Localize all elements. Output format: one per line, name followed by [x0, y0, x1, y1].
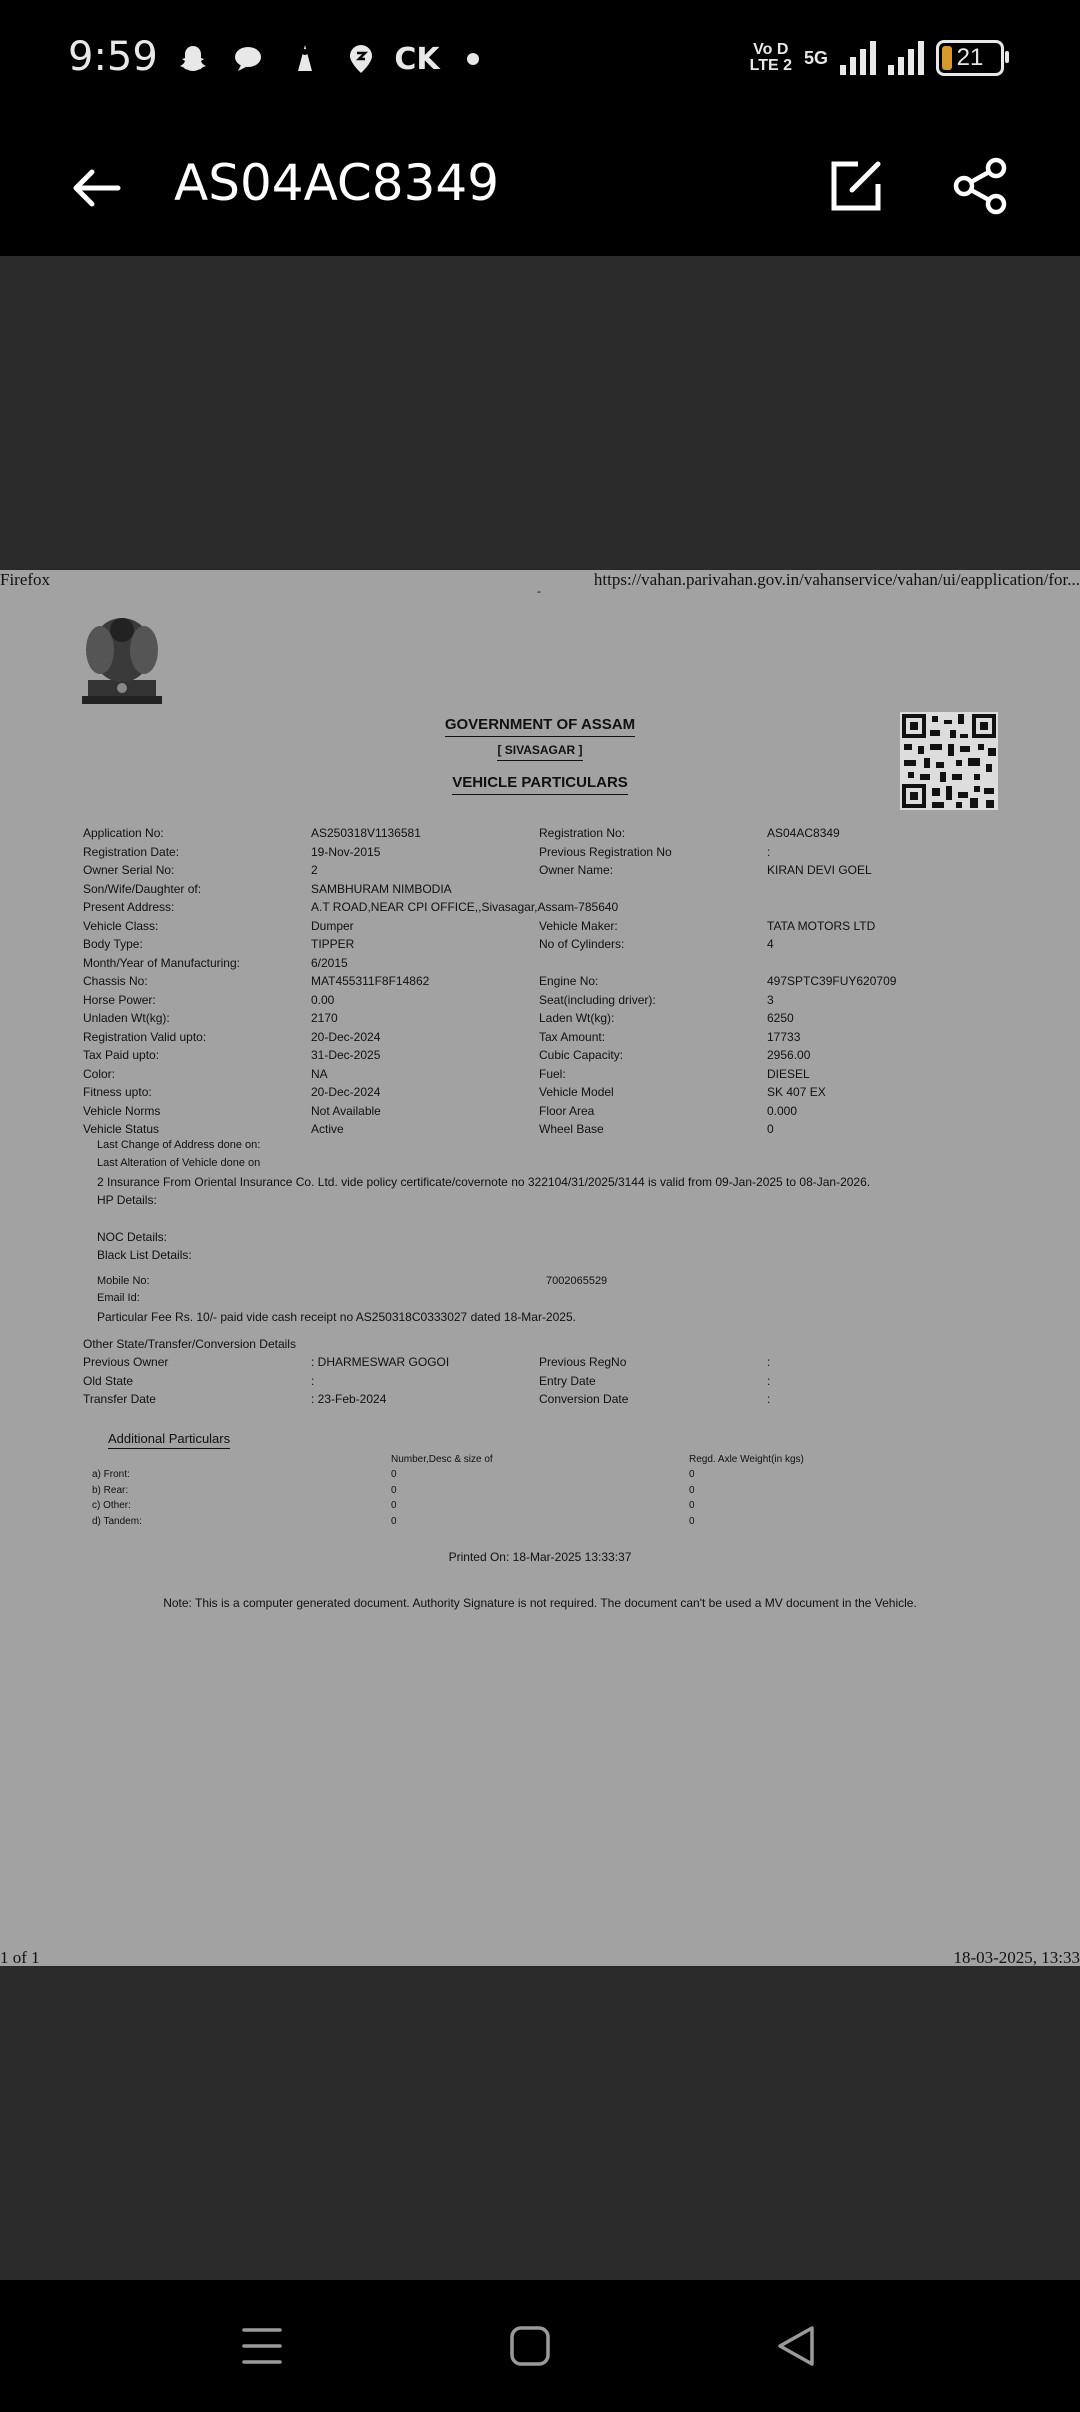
status-time: 9:59 [68, 34, 158, 80]
home-icon[interactable] [506, 2322, 554, 2370]
field-label: Seat(including driver): [539, 992, 656, 1007]
chat-bubbles-icon [232, 42, 266, 76]
axle-label: b) Rear: [92, 1484, 129, 1496]
field-label: Body Type: [83, 937, 143, 951]
additional-particulars-heading: Additional Particulars [108, 1431, 230, 1449]
field-label: Present Address: [83, 900, 175, 914]
blacklist-details: Black List Details: [97, 1248, 192, 1262]
fee-receipt: Particular Fee Rs. 10/- paid vide cash receipt no AS250318C0333027 dated 18-Mar-2025. [97, 1310, 576, 1324]
recents-menu-icon[interactable] [238, 2322, 286, 2370]
field-label: Registration Valid upto: [83, 1029, 207, 1044]
field-label: Engine No: [539, 974, 599, 988]
axle-weight: 0 [689, 1484, 695, 1496]
field-value: 31-Dec-2025 [311, 1048, 381, 1062]
transfer-label: Conversion Date [539, 1392, 629, 1406]
network-type: 5G [803, 48, 828, 68]
field-value: 3 [767, 992, 774, 1007]
document-title: AS04AC8349 [174, 154, 500, 212]
field-value: SAMBHURAM NIMBODIA [311, 881, 452, 896]
field-value: A.T ROAD,NEAR CPI OFFICE,,Sivasagar,Assam-785640 [311, 900, 619, 914]
field-label: Laden Wt(kg): [539, 1011, 615, 1025]
field-label: Wheel Base [539, 1122, 604, 1136]
field-value: AS04AC8349 [767, 826, 840, 840]
field-value: MAT455311F8F14862 [311, 974, 430, 988]
swiggy-icon [344, 42, 378, 76]
mobile-number: 7002065529 [546, 1275, 608, 1287]
government-heading: GOVERNMENT OF ASSAM [445, 716, 635, 737]
field-value: 20-Dec-2024 [311, 1029, 381, 1044]
app-notification-icon [288, 42, 322, 76]
field-label: Cubic Capacity: [539, 1048, 624, 1062]
field-label: No of Cylinders: [539, 937, 625, 951]
print-header-left: Firefox [0, 570, 51, 589]
field-value: TIPPER [311, 937, 355, 951]
last-address-change: Last Change of Address done on: [97, 1139, 261, 1151]
print-footer-pages: 1 of 1 [0, 1948, 40, 1967]
field-label: Fuel: [539, 1066, 566, 1081]
field-value: 4 [767, 937, 774, 951]
field-value: 17733 [767, 1029, 801, 1044]
print-header-url: https://vahan.parivahan.gov.in/vahanservice/vahan/ui/eapplication/for... [593, 570, 1080, 589]
field-value: 2956.00 [767, 1048, 811, 1062]
field-label: Registration No: [539, 826, 626, 840]
system-status [750, 40, 1004, 76]
field-label: Vehicle Model [539, 1085, 614, 1099]
field-label: Vehicle Status [83, 1122, 160, 1136]
field-value: 20-Dec-2024 [311, 1085, 381, 1099]
field-value: 0 [767, 1122, 774, 1136]
pdf-page [0, 570, 1080, 1966]
district-heading: [ SIVASAGAR ] [497, 743, 582, 761]
field-value: 2170 [311, 1011, 338, 1025]
field-label: Horse Power: [83, 992, 156, 1007]
battery-icon: 21 [936, 40, 1004, 76]
field-value: SK 407 EX [767, 1085, 826, 1099]
field-label: Owner Name: [539, 863, 614, 877]
transfer-label: Transfer Date [83, 1392, 156, 1406]
axle-weight: 0 [689, 1515, 695, 1527]
field-value: 6250 [767, 1011, 794, 1025]
transfer-value: : 23-Feb-2024 [311, 1392, 387, 1406]
field-label: Chassis No: [83, 974, 148, 988]
edit-icon[interactable] [824, 154, 888, 218]
ck-app-icon: CK [394, 41, 440, 77]
share-icon[interactable] [948, 154, 1012, 218]
axle-label: d) Tandem: [92, 1515, 142, 1527]
axle-label: a) Front: [92, 1469, 130, 1480]
field-value: 2 [311, 863, 318, 877]
field-value: 497SPTC39FUY620709 [767, 974, 897, 988]
more-notifications-dot [456, 42, 490, 76]
transfer-value: : [767, 1355, 771, 1369]
field-label: Vehicle Norms [83, 1103, 161, 1118]
national-emblem-image [74, 610, 170, 710]
field-label: Son/Wife/Daughter of: [83, 881, 202, 896]
field-label: Color: [83, 1066, 116, 1081]
axle-number: 0 [391, 1469, 397, 1480]
hp-details: HP Details: [97, 1193, 157, 1207]
field-label: Tax Amount: [539, 1029, 606, 1044]
field-label: Vehicle Class: [83, 918, 159, 933]
back-nav-icon[interactable] [772, 2322, 820, 2370]
axle-column-weight: Regd. Axle Weight(in kgs) [689, 1454, 804, 1465]
axle-weight: 0 [689, 1500, 695, 1511]
mobile-label: Mobile No: [97, 1275, 150, 1287]
axle-label: c) Other: [92, 1500, 131, 1511]
navigation-bar [0, 2280, 1080, 2412]
transfer-value: : [767, 1373, 771, 1388]
field-value: AS250318V1136581 [311, 826, 421, 840]
back-arrow-icon[interactable] [64, 156, 128, 220]
document-heading: VEHICLE PARTICULARS [452, 774, 628, 795]
other-state-heading: Other State/Transfer/Conversion Details [83, 1337, 296, 1351]
field-value: 0.000 [767, 1103, 798, 1118]
snapchat-icon [176, 42, 210, 76]
app-toolbar [0, 120, 1080, 256]
field-value: Not Available [311, 1103, 381, 1118]
notification-icons [176, 42, 490, 76]
field-value: Dumper [311, 918, 354, 933]
field-value: DIESEL [767, 1066, 810, 1081]
field-value: : [767, 844, 771, 859]
noc-details: NOC Details: [97, 1230, 168, 1244]
field-value: 0.00 [311, 992, 335, 1007]
axle-number: 0 [391, 1500, 397, 1511]
field-label: Application No: [83, 826, 164, 840]
print-footer-date: 18-03-2025, 13:33 [953, 1948, 1080, 1967]
printed-on: Printed On: 18-Mar-2025 13:33:37 [448, 1550, 632, 1564]
field-value: Active [311, 1122, 344, 1136]
axle-number: 0 [391, 1515, 397, 1527]
transfer-label: Old State [83, 1373, 134, 1388]
field-value: 6/2015 [311, 955, 348, 970]
transfer-value: : [311, 1373, 315, 1388]
transfer-value: : [767, 1392, 771, 1406]
last-alteration: Last Alteration of Vehicle done on [97, 1157, 261, 1169]
field-label: Fitness upto: [83, 1085, 152, 1099]
axle-weight: 0 [689, 1469, 695, 1480]
field-label: Vehicle Maker: [539, 918, 618, 933]
field-label: Registration Date: [83, 844, 180, 859]
field-value: TATA MOTORS LTD [767, 918, 876, 933]
signal-icon-2 [888, 41, 924, 75]
disclaimer-note: Note: This is a computer generated document. Authority Signature is not required. The document can't be used a MV document in the Vehicle. [163, 1596, 917, 1610]
field-value: KIRAN DEVI GOEL [767, 863, 872, 877]
axle-number: 0 [391, 1484, 397, 1496]
print-header-dash: - [537, 584, 541, 598]
field-label: Tax Paid upto: [83, 1048, 160, 1062]
field-label: Owner Serial No: [83, 863, 175, 877]
transfer-label: Previous RegNo [539, 1355, 627, 1369]
email-label: Email Id: [97, 1292, 140, 1304]
field-label: Month/Year of Manufacturing: [83, 955, 240, 970]
axle-column-number: Number,Desc & size of [391, 1454, 493, 1465]
transfer-label: Previous Owner [83, 1355, 169, 1369]
transfer-value: : DHARMESWAR GOGOI [311, 1355, 450, 1369]
field-label: Previous Registration No [539, 844, 672, 859]
field-label: Unladen Wt(kg): [83, 1011, 170, 1025]
transfer-label: Entry Date [539, 1373, 596, 1388]
status-bar [0, 0, 1080, 120]
insurance-details: 2 Insurance From Oriental Insurance Co. Ltd. vide policy certificate/covernote no 322104/31/2025/3144 is valid from 09-Jan-2025 to 08-Jan-2026. [97, 1175, 871, 1189]
field-label: Floor Area [539, 1103, 595, 1118]
signal-icon [840, 41, 876, 75]
field-value: NA [311, 1066, 328, 1081]
field-value: 19-Nov-2015 [311, 844, 381, 859]
volte-indicator: Vo D LTE 2 [749, 41, 792, 74]
